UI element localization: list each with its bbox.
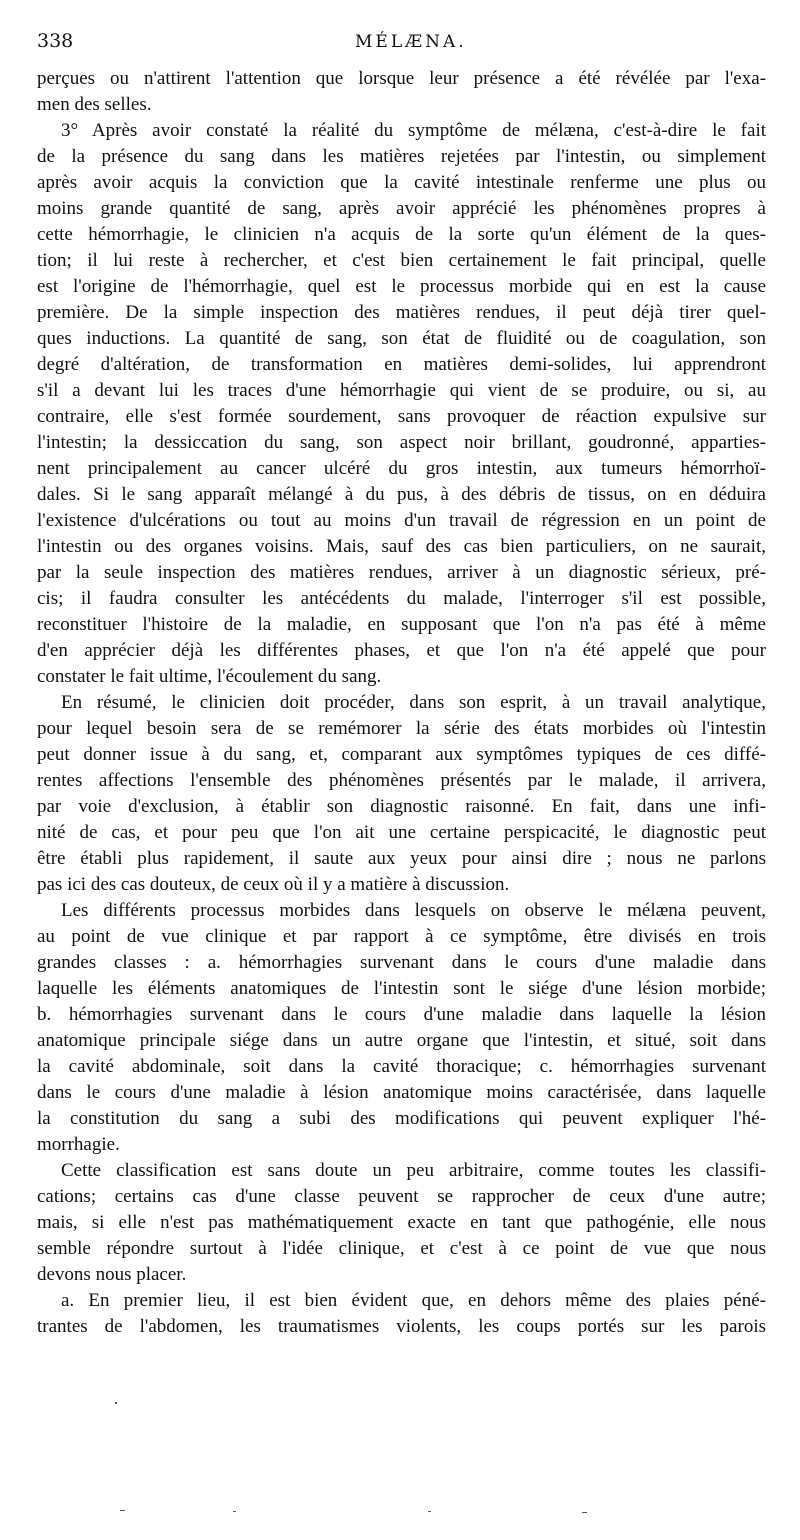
text-line: ques inductions. La quantité de sang, son état de fluidité ou de coagulation, son	[37, 328, 766, 349]
text-line: dales. Si le sang apparaît mélangé à du pus, à des débris de tissus, on en déduira	[37, 484, 766, 505]
text-line: l'intestin ou des organes voisins. Mais, sauf des cas bien particuliers, on ne saurait,	[37, 536, 766, 557]
text-line: d'en apprécier déjà les différentes phases, et que l'on n'a été appelé que pour	[37, 640, 766, 661]
text-line: En résumé, le clinicien doit procéder, dans son esprit, à un travail analytique,	[61, 692, 766, 713]
text-line: contraire, elle s'est formée sourdement, sans provoquer de réaction expulsive sur	[37, 406, 766, 427]
text-line: Les différents processus morbides dans lesquels on observe le mélæna peuvent,	[61, 900, 766, 921]
text-line: l'existence d'ulcérations ou tout au moins d'un travail de régression en un point de	[37, 510, 766, 531]
text-line: cations; certains cas d'une classe peuvent se rapprocher de ceux d'une autre;	[37, 1186, 766, 1207]
text-line: par la seule inspection des matières rendues, arriver à un diagnostic sérieux, pré-	[37, 562, 766, 583]
text-line: par voie d'exclusion, à établir son diagnostic raisonné. En fait, dans une infi-	[37, 796, 766, 817]
text-line: men des selles.	[37, 94, 152, 115]
text-line: rentes affections l'ensemble des phénomènes présentés par le malade, il arrivera,	[37, 770, 766, 791]
text-line: 3° Après avoir constaté la réalité du symptôme de mélæna, c'est-à-dire le fait	[61, 120, 766, 141]
text-line: reconstituer l'histoire de la maladie, en supposant que l'on n'a pas été à même	[37, 614, 766, 635]
text-line: mais, si elle n'est pas mathématiquement exacte en tant que pathogénie, elle nous	[37, 1212, 766, 1233]
text-line: moins grande quantité de sang, après avoir apprécié les phénomènes propres à	[37, 198, 766, 219]
text-line: première. De la simple inspection des matières rendues, il peut déjà tirer quel-	[37, 302, 766, 323]
text-line: la constitution du sang a subi des modifications qui peuvent expliquer l'hé-	[37, 1108, 766, 1129]
text-line: a. En premier lieu, il est bien évident que, en dehors même des plaies péné-	[61, 1290, 766, 1311]
text-line: pas ici des cas douteux, de ceux où il y a matière à discussion.	[37, 874, 510, 895]
text-line: devons nous placer.	[37, 1264, 187, 1285]
body-text	[37, 66, 766, 1340]
text-line: dans le cours d'une maladie à lésion anatomique moins caractérisée, dans laquelle	[37, 1082, 766, 1103]
text-line: laquelle les éléments anatomiques de l'intestin sont le siége d'une lésion morbide;	[37, 978, 766, 999]
text-line: au point de vue clinique et par rapport à ce symptôme, être divisés en trois	[37, 926, 766, 947]
text-line: semble répondre surtout à l'idée clinique, et c'est à ce point de vue que nous	[37, 1238, 766, 1259]
text-line: est l'origine de l'hémorrhagie, quel est le processus morbide qui en est la cause	[37, 276, 766, 297]
text-line: de la présence du sang dans les matières rejetées par l'intestin, ou simplement	[37, 146, 766, 167]
text-line: cis; il faudra consulter les antécédents du malade, l'interroger s'il est possible,	[37, 588, 766, 609]
text-line: s'il a devant lui les traces d'une hémorrhagie qui vient de se produire, ou si, au	[37, 380, 766, 401]
text-line: l'intestin; la dessiccation du sang, son aspect noir brillant, goudronné, apparties-	[37, 432, 766, 453]
page-header	[37, 30, 766, 56]
text-line: grandes classes : a. hémorrhagies survenant dans le cours d'une maladie dans	[37, 952, 766, 973]
text-line: la cavité abdominale, soit dans la cavité thoracique; c. hémorrhagies survenant	[37, 1056, 766, 1077]
scan-specks	[0, 1380, 800, 1540]
text-line: b. hémorrhagies survenant dans le cours d'une maladie dans laquelle la lésion	[37, 1004, 766, 1025]
text-line: nité de cas, et pour peu que l'on ait une certaine perspicacité, le diagnostic peut	[37, 822, 766, 843]
text-line: constater le fait ultime, l'écoulement du sang.	[37, 666, 382, 687]
running-head: MÉLÆNA.	[355, 32, 467, 52]
text-line: perçues ou n'attirent l'attention que lorsque leur présence a été révélée par l'exa-	[37, 68, 766, 89]
text-line: nent principalement au cancer ulcéré du gros intestin, aux tumeurs hémorrhoï-	[37, 458, 766, 479]
text-line: pour lequel besoin sera de se remémorer la série des états morbides où l'intestin	[37, 718, 766, 739]
text-line: peut donner issue à du sang, et, comparant aux symptômes typiques de ces diffé-	[37, 744, 766, 765]
text-line: après avoir acquis la conviction que la cavité intestinale renferme une plus ou	[37, 172, 766, 193]
text-line: cette hémorrhagie, le clinicien n'a acquis de la sorte qu'un élément de la ques-	[37, 224, 766, 245]
text-line: tion; il lui reste à rechercher, et c'est bien certainement le fait principal, quelle	[37, 250, 766, 271]
text-line: trantes de l'abdomen, les traumatismes violents, les coups portés sur les parois	[37, 1316, 766, 1337]
text-line: Cette classification est sans doute un peu arbitraire, comme toutes les classifi-	[61, 1160, 766, 1181]
page-number: 338	[37, 30, 74, 52]
text-line: être établi plus rapidement, il saute aux yeux pour ainsi dire ; nous ne parlons	[37, 848, 766, 869]
text-line: degré d'altération, de transformation en matières demi-solides, lui apprendront	[37, 354, 766, 375]
text-line: morrhagie.	[37, 1134, 120, 1155]
text-line: anatomique principale siége dans un autre organe que l'intestin, et situé, soit dans	[37, 1030, 766, 1051]
